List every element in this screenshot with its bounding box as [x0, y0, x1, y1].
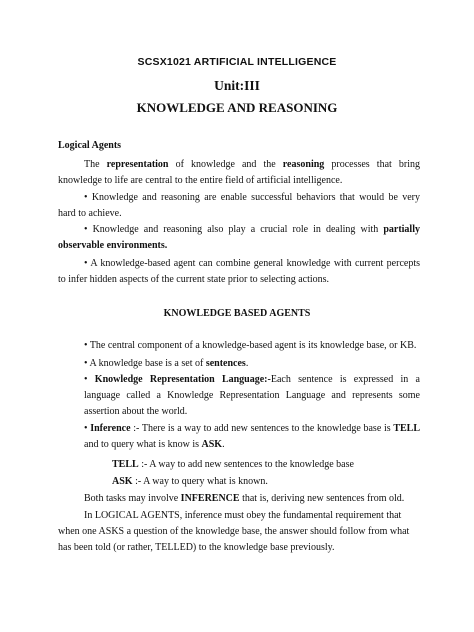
paragraph-logical-agents: In LOGICAL AGENTS, inference must obey the fundamental requirement that when one ASKS a question of the knowledge base, the answer should follow from what has been told (or rather, TELLED) to the knowledge base previously. [58, 510, 410, 553]
emphasis-reasoning: reasoning [282, 159, 325, 170]
text-run: of knowledge and the [168, 159, 283, 170]
text-run: • Knowledge and reasoning also play a crucial role in dealing with [84, 224, 384, 235]
term-tell: TELL [112, 459, 139, 470]
definition-ask [112, 474, 432, 490]
text-run: . [222, 439, 225, 450]
text-run: Each sentence is expressed in a language called a Knowledge Representation Language and represents some assertion about the world. [84, 374, 420, 417]
emphasis-sentences: sentences [205, 358, 246, 369]
emphasis-inference: Inference [90, 423, 131, 434]
bullet-glyph: • [84, 423, 91, 434]
emphasis-tell: TELL [393, 423, 420, 434]
term-ask: ASK [112, 476, 133, 487]
text-run: :- A way to query what is known. [132, 476, 268, 487]
text-run: :- A way to add new sentences to the knowledge base [138, 459, 354, 470]
bullet-inference [84, 421, 420, 453]
text-run: and to query what is know is [84, 439, 202, 450]
course-title: SCSX1021 ARTIFICIAL INTELLIGENCE [137, 56, 337, 68]
emphasis-krl: Knowledge Representation Language:- [94, 374, 271, 385]
text-run: :- There is a way to add new sentences to the knowledge base is [130, 423, 394, 434]
text-run: The [84, 159, 107, 170]
text-run: that is, deriving new sentences from old. [239, 493, 405, 504]
bullet-glyph: • [84, 374, 95, 385]
paragraph-representation [58, 157, 420, 189]
text-run: . [245, 358, 249, 369]
text-run: • A knowledge base is a set of [84, 358, 206, 369]
section-heading-knowledge-based-agents: KNOWLEDGE BASED AGENTS [163, 308, 311, 319]
paragraph-partially-observable [58, 222, 420, 254]
paragraph-both-tasks [84, 491, 424, 507]
text-run: Both tasks may involve [84, 493, 181, 504]
unit-title: Unit:III [214, 78, 260, 93]
text-run: processes that bring knowledge to life are central to the entire field of artificial intelligence. [58, 159, 420, 186]
paragraph-knowledge-based-agent: • A knowledge-based agent can combine general knowledge with current percepts to infer hidden aspects of the current state prior to selecting actions. [58, 258, 420, 285]
paragraph-successful-behaviors: • Knowledge and reasoning are enable successful behaviors that would be very hard to achieve. [58, 192, 420, 219]
emphasis-partially-observable: partially observable environments. [58, 224, 420, 251]
bullet-sentences [84, 356, 424, 372]
emphasis-representation: representation [106, 159, 169, 170]
bullet-representation-language [84, 372, 420, 420]
chapter-title: KNOWLEDGE AND REASONING [136, 100, 338, 115]
section-heading-logical-agents: Logical Agents [58, 140, 122, 151]
emphasis-ask: ASK [201, 439, 223, 450]
bullet-kb-component: • The central component of a knowledge-based agent is its knowledge base, or KB. [84, 340, 417, 351]
emphasis-inference-caps: INFERENCE [180, 493, 240, 504]
definition-tell [112, 457, 432, 473]
